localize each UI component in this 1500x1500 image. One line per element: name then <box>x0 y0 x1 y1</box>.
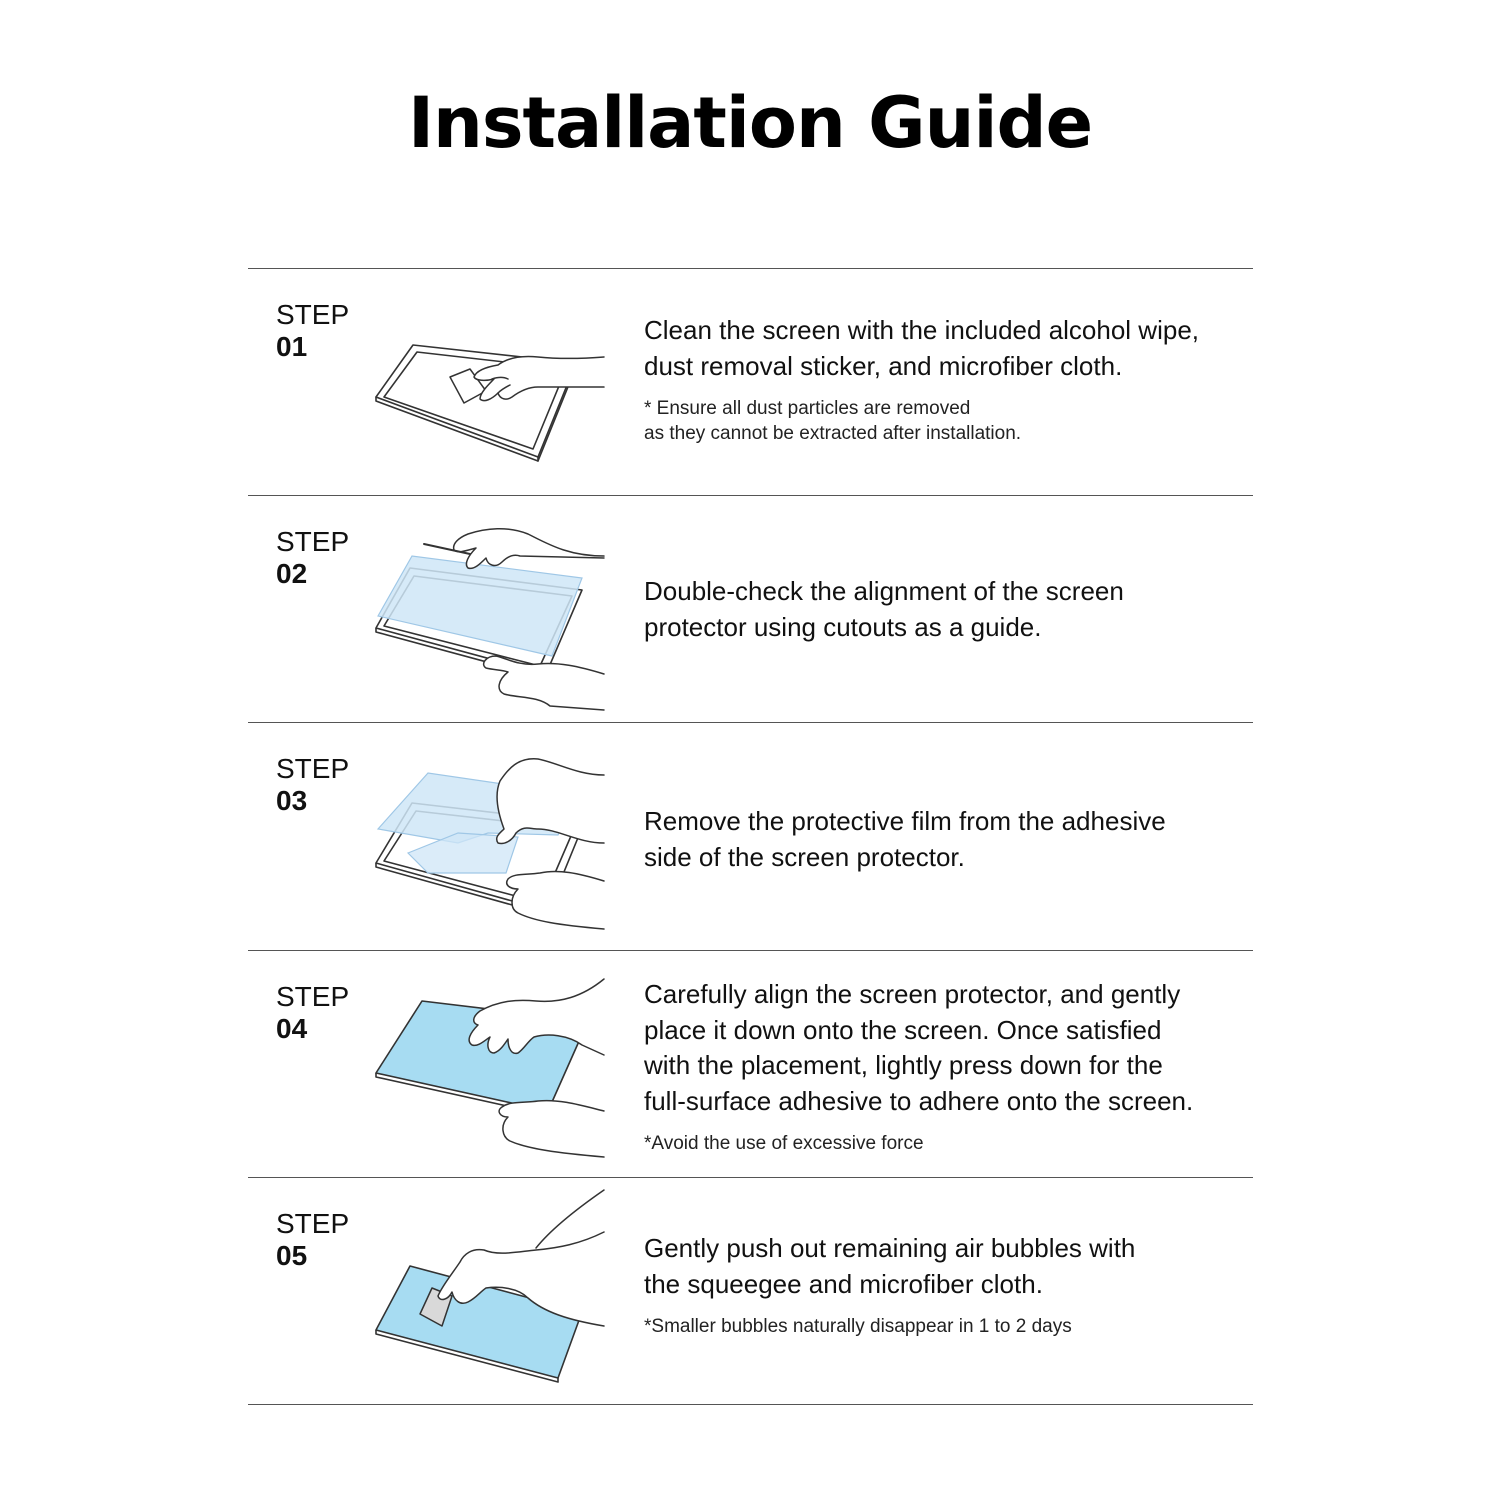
hand-pressing-protector-icon <box>368 961 608 1167</box>
step-number: 03 <box>276 785 308 816</box>
step-label <box>276 981 349 1045</box>
step-description: Double-check the alignment of the screen protector using cutouts as a guide. <box>644 576 1124 642</box>
hand-peeling-film-icon <box>368 733 608 939</box>
step-description: Carefully align the screen protector, and gently place it down onto the screen. Once satisfied with the placement, lightly press down for the full-surface adhesive to adhere onto the screen. <box>644 979 1194 1116</box>
step-number: 04 <box>276 1013 308 1044</box>
step-label <box>276 1208 349 1272</box>
step-02 <box>248 496 1253 722</box>
step-note: *Avoid the use of excessive force <box>644 1133 924 1154</box>
hand-squeegee-icon <box>368 1188 608 1394</box>
step-description: Clean the screen with the included alcohol wipe, dust removal sticker, and microfiber cloth. <box>644 315 1200 381</box>
step-word: STEP <box>276 299 350 330</box>
step-label <box>276 526 349 590</box>
hand-wiping-tablet-icon <box>368 279 608 485</box>
step-03 <box>248 723 1253 949</box>
step-text <box>644 977 1244 1156</box>
page-title: Installation Guide <box>407 82 1093 164</box>
step-note: * Ensure all dust particles are removed as they cannot be extracted after installation. <box>644 398 1022 444</box>
step-note: *Smaller bubbles naturally disappear in 1 to 2 days <box>644 1316 1072 1337</box>
step-label <box>276 753 349 817</box>
step-word: STEP <box>276 753 350 784</box>
step-description: Remove the protective film from the adhesive side of the screen protector. <box>644 806 1166 872</box>
step-text <box>644 804 1244 875</box>
step-number: 02 <box>276 558 308 589</box>
step-description: Gently push out remaining air bubbles with the squeegee and microfiber cloth. <box>644 1233 1136 1299</box>
step-05 <box>248 1178 1253 1404</box>
step-04 <box>248 951 1253 1177</box>
step-label <box>276 299 349 363</box>
step-word: STEP <box>276 1208 350 1239</box>
step-01 <box>248 269 1253 495</box>
step-number: 05 <box>276 1240 308 1271</box>
hands-aligning-protector-icon <box>368 506 608 712</box>
step-word: STEP <box>276 981 350 1012</box>
step-text <box>644 1231 1244 1339</box>
step-number: 01 <box>276 331 308 362</box>
divider <box>248 1404 1253 1405</box>
step-text <box>644 574 1244 645</box>
step-text <box>644 313 1244 446</box>
step-word: STEP <box>276 526 350 557</box>
